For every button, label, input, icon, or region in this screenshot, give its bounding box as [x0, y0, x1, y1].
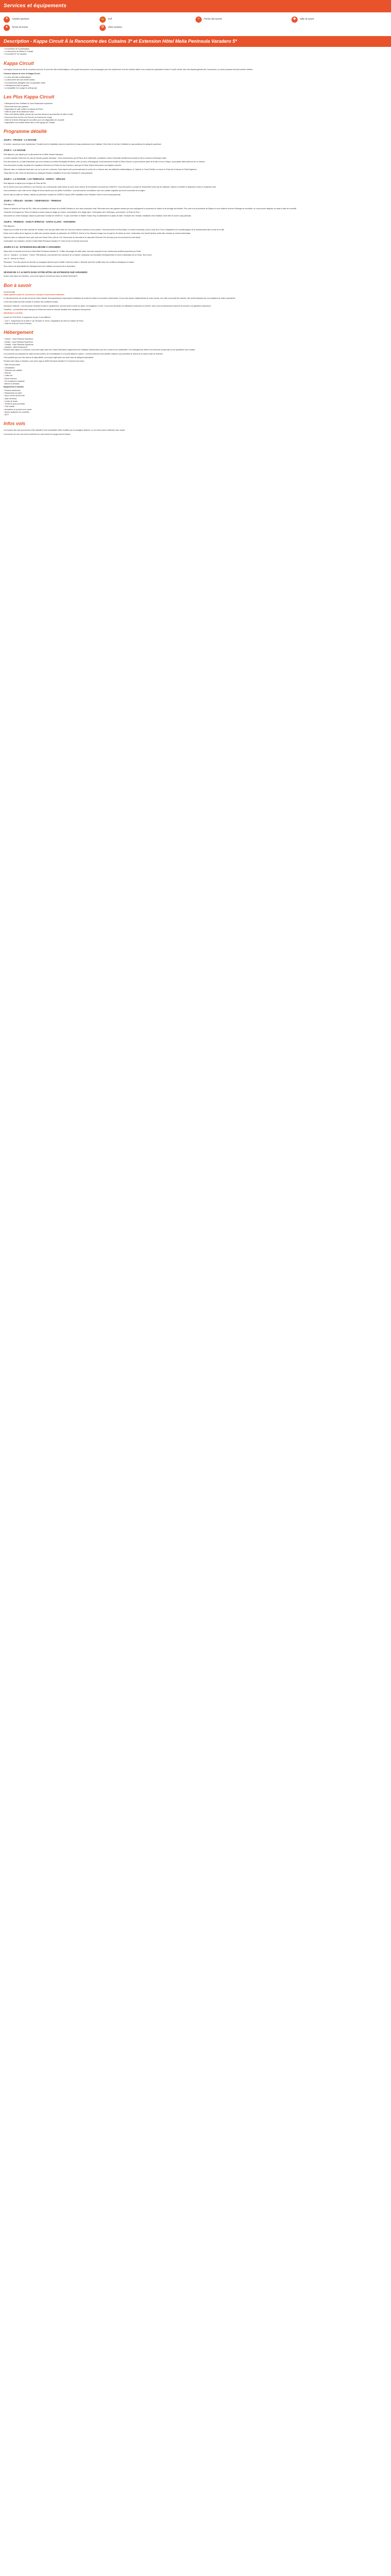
program-day-text: Arrivée dans la vallée de Viñales, classée au patrimoine mondial de l'UNESCO depuis 1999. Installation chez l'habitant. Dîner et nuit en casa particular. — [4, 193, 121, 196]
services-grid — [0, 12, 391, 36]
equipment-title: Équipements & activités — [4, 385, 24, 388]
description-band: Description - Kappa Circuit À la Rencontre des Cubains 3* et Extension Hôtel Melia Peninsula Varadero 5* — [0, 36, 391, 47]
important-notes — [4, 320, 387, 326]
hotel-bullet: • Climatisation — [4, 367, 387, 369]
kappa-title: Kappa Circuit — [4, 60, 34, 66]
lodging-item: • Havane : Casa Particular Supérieure — [4, 338, 387, 341]
good-to-know-paras — [4, 297, 387, 311]
good-to-know-title: Bon à savoir — [4, 282, 32, 288]
lodging-para: Les chambres sont équipées de salles de bain privées, de la climatisation et d'un petit-déjeuner copieux. L'accueil chaleureux des familles cubaines vous permettra de découvrir la culture locale de l'intérieur. — [4, 352, 164, 355]
plus-list — [4, 103, 387, 124]
program-day-heading: JOUR 1 : FRANCE - LA HAVANE — [4, 139, 37, 142]
plus-item: • Découvrez Pinar del Rio à la Finca de la Provincia de Granja — [4, 116, 387, 119]
infos-para: Les horaires des vols sont donnés à titre indicatif et sont susceptibles d'être modifiés par la compagnie aérienne. Le vol retour pourra s'effectuer avec escale. — [4, 429, 125, 432]
equipment-item: • Sports nautiques non motorisés — [4, 411, 387, 414]
program-day-text: Petit déjeuner. — [4, 204, 15, 206]
hotel-bullet: • Salle de bain privée — [4, 364, 387, 366]
good-to-know-para: Assurance médicale : Une assurance médicale incluant le rapatriement, couvrant toute la durée du séjour, est obligatoire à Cuba. Il vous sera demandé une attestation d'assurance à l'arrivée. Nous vous recommandons vivement de souscrire nos garanties d'assurance. — [4, 304, 211, 307]
infos-title: Infos vols — [4, 421, 26, 427]
extension-title: SÉJOUR DE 3 À 14 NUITS DANS VOTRE HÔTEL EN EXTENSION SUR VARADERO — [4, 270, 88, 274]
program-day-text: Petit déjeuner, puis départ pour la découverte de la Vieille Havane historique. — [4, 153, 63, 156]
plus-item: • Visite de la ferme d'élevage de crocodiles, pour une dégustation de crocodile — [4, 119, 387, 122]
service-item — [100, 16, 196, 23]
program-day-text: Découverte du centre historique classé au patrimoine mondial de l'UNESCO : le parc José Martí, le théâtre Tomas Terry, la cathédrale et le palais de Valle. Poursuite vers Trinidad. Installation chez l'habitant. Dîner libre et nuit en casa particular. — [4, 215, 192, 217]
service-label: Golf — [108, 18, 112, 21]
program-day-text: Vous continuerez votre route vers le village de Soroa réputé pour son jardin d'orchidées : vous découvrirez l'orchidarium avec ses variétés originales qui font la renommée de la région. — [4, 190, 145, 192]
kappa-reason: • La tranquillité d'un voyage en petit groupe — [4, 87, 387, 90]
program-day-text: Départ en direction de Pinar del Rio. Visite de la plantation de tabac de la famille Robaina ou d'un autre producteur local. Rencontre avec des paysans cubains qui vous expliqueront le processus de culture et de séchage des feuilles. Puis route vers la péninsule de Zapata où vous visiterez la ferme d'élevage de crocodiles, où vous pourrez déguster un repas à base de crocodile. — [4, 207, 297, 210]
infos-paras — [4, 429, 387, 436]
program-day-text: Petit déjeuner et départ pour la région de Pinar del Rio. — [4, 182, 46, 184]
program-day-text: À l'arrivée, accueil par notre représentant. Transfert privé et installation dans les chambres de casas particulares chez l'habitant. Dîner libre et nuit chez l'habitant en casa particular de catégorie supérieure. — [4, 143, 162, 145]
service-label: Vélos inclusive — [108, 26, 122, 29]
hotel-bullet: • Télévision par satellite — [4, 369, 387, 372]
kappa-reason: • La découverte hors des sentiers battus — [4, 79, 387, 81]
service-label: Activités sportives — [12, 18, 29, 21]
program-title: Programme détaillé — [4, 129, 47, 134]
service-label: Piscine découverte — [204, 18, 222, 21]
lodging-title: Hébergement — [4, 330, 34, 335]
kappa-reason: • L'hébergement haut de gamme — [4, 84, 387, 87]
program-day-heading: JOURS 6 À 10 : EXTENSION BALNÉAIRE À VARADERO — [4, 246, 61, 249]
equipment-item: • Salle de fitness — [4, 398, 387, 400]
important-note: • Jour 3 : Suppression de la visite à 'Las Terrazas' et 'Soroa'. Dégustation de café à la maison de Pedro. — [4, 320, 387, 323]
plus-item: • Hébergement chez l'habitant en Casa Particulares expérience. — [4, 103, 387, 105]
equipment-item: • Wi-Fi — [4, 414, 387, 416]
program-day-text: Petit déjeuner. — [4, 225, 15, 227]
lodging-paras — [4, 349, 387, 359]
service-item — [196, 16, 291, 23]
program-day-text: Continuation vers Varadero. Arrivée à l'hôtel Melia Peninsula Varadero 5*. Dîner et nuit en formule tout inclus. — [4, 240, 89, 242]
description-section — [0, 47, 391, 438]
good-to-know-sub: Circuit exclusif — [4, 291, 15, 293]
program-day-text: Puis découverte de La Calle Empedrado qui vous conduira à la célèbre Bodeguita del Medio, cibre au coeur d'Hemingway. Vous traverserez ensuite la Place d'Armes, la plus ancienne place de la ville et la rue Obispo, la principale artère piétonne de La Havane. — [4, 161, 205, 163]
description-bullets — [4, 48, 387, 56]
kappa-intro: Les Kappa Circuits sont nés de nouveaux horizons. En plus des sites emblématiques, votre guide francophone vous accompagne pour des expériences hors des sentiers battus et au contact des populations locales. En petit comité, avec des départs garantis dès 2 personnes, un circuit proposant des découvertes inédites. — [4, 69, 253, 71]
description-bullet: • Un excellent 5* sur Varadero — [4, 53, 387, 56]
plus-item: • Dîner chez Alfredo Martin, peintre qui vous fera découvrir sa production de toiles et café... — [4, 113, 387, 116]
equipment-item: • Restaurants à la carte — [4, 392, 387, 395]
program-note: Remarque : Pour des raisons de sécurité, la compagnie aérienne peut modifier l'ordre des visites. L'itinéraire peut être modifié selon les conditions climatiques et locales. — [4, 261, 135, 264]
pool-icon: ≈ — [196, 16, 202, 23]
hotel-bullet: • Mini-bar — [4, 372, 387, 375]
service-label: Salle de sports — [300, 18, 314, 21]
important-note: • Visite de la ferme Finca El Paraiso. — [4, 323, 387, 325]
program-day-text: Sur le chemin vous vous arrêterez à Las Terrazas, une communauté rurale nichée au cœur d'une réserve de la biosphère reconnue par l'UNESCO. Vous découvrirez un projet de reboisement mené par les habitants, visiterez la caféière et déjeunerez dans un restaurant local. — [4, 185, 217, 188]
important-label: IMPORTANT À NOTER : — [4, 312, 24, 315]
program-day-text: Traversée de la lagune du Trésor en bateau à moteur jusqu'au village de Guama, reconstitution d'un village taino. Continuation vers Cienfuegos, surnommée « la Perle du Sud ». — [4, 211, 141, 213]
hotel-bullets — [4, 364, 387, 385]
good-to-know-para: Le déroulement de ces circuits est donné à titre indicatif. Nous garantissons cependant la réalisation de toutes les visites et excursions mentionnées. Si pour des raisons indépendantes de notre volonté, une visite ne pouvait être assurée, elle serait remplacée par une prestation de valeur équivalente. — [4, 297, 236, 300]
program-day-heading: JOUR 3 : LA HAVANE - LAS TERRAZAS - SOROA - VIÑALES — [4, 178, 66, 181]
hotel-bullet: • Coffre-fort — [4, 375, 387, 377]
tennis-icon: ● — [4, 25, 10, 31]
program-day-text: Déjeuner dans un restaurant local avec vue sur le port de La Havane. Dans l'après-midi, promenade dans le centre de La Havane avec ses bâtiments emblématiques, le Capitole, le Grand Théâtre ou encore le Prado de la Havane et l'Hôtel Inglaterra. — [4, 168, 197, 171]
program-day-text: Déjeuner dans un restaurant local, puis route vers Santa Clara, ville du Che. Découverte du mémorial et du mausolée d'Ernesto Che Guevara, puis du monument du train blindé. — [4, 236, 141, 239]
good-to-know-guarantee: Départ garanti à partir de 2 personnes et jusqu'à 10 personnes maximum. — [4, 293, 65, 296]
kappa-reason: • Le cœur des sites emblématiques — [4, 76, 387, 79]
equipment-item: • Spa & centre de bien-être — [4, 395, 387, 397]
hotel-bullet: • Sèche-cheveux — [4, 378, 387, 380]
service-item — [100, 25, 196, 31]
golf-icon: ⛳ — [100, 16, 106, 23]
dumbbell-icon: ✦ — [4, 16, 10, 23]
services-band: Services et équipements — [0, 0, 391, 12]
program-note: Sous réserve de disponibilité des hébergements chez l'habitant au moment de la réservation. — [4, 265, 76, 267]
lodging-item: • Varadero : Melia Peninsula 5* — [4, 346, 387, 349]
service-label: Tennis de terrain — [12, 26, 28, 29]
program-day-text: Route vers la vallée de los Ingenios, la vallée des sucreries classée au patrimoine de l'UNESCO. Arrêt à la Tour Manaca Iznaga, tour de guet de 45 mètres de haut. Continuation vers Sancti Spiritus, petite ville coloniale au charme authentique. — [4, 232, 191, 235]
service-item — [4, 16, 100, 23]
kappa-subtitle: 5 bonnes raisons de vivre un Kappa Circuit : — [4, 72, 41, 75]
plus-item: • Visite du lycée de la habana de Varau — [4, 111, 387, 113]
service-item — [291, 16, 387, 23]
lodging-para: Il est possible que pour des raisons de disponibilité, vous soyez logés dans une autre casa de catégorie équivalente. — [4, 356, 94, 359]
program-day-heading: JOUR 4 : VIÑALES - GUAMA - CIENFUEGOS - TRINIDAD — [4, 199, 61, 202]
equipment-list — [4, 389, 387, 417]
extension-text: Durant votre séjour sur Varadero, vous serez logés en formule tout inclus au Melia Peninsula 5*. — [4, 275, 78, 278]
gym-icon: ◆ — [291, 16, 298, 23]
equipment-item: • Animations en journée et en soirée — [4, 409, 387, 411]
program-day-text: Séjour libre en formule tout inclus à l'hôtel Melia Peninsula Varadero 5*. Profitez des plages de sable blanc, des eaux turquoise et des nombreuses activités proposées par l'hôtel. — [4, 250, 141, 252]
plus-title: Les Plus Kappa Circuit — [4, 94, 55, 100]
good-to-know-para: L'ordre des visites peut être modifié en fonction des conditions locales. — [4, 301, 59, 303]
hotel-intro: Pendant votre séjour à Varadero, vous serez logé au Melia Peninsula Varadero 5* en formule tout inclus. — [4, 360, 85, 363]
important-text: À partir du 01/11/2024, le programme de jour 3 sera différent. — [4, 316, 51, 318]
lodging-item: • Viñales : Casa Particular Supérieure — [4, 341, 387, 344]
program-day-text: Vous découvrirez le patio du palais des Capitaines Généraux et la Place de San Francisco, ainsi que la Place Vieja et découvrirez ses façades colorées. — [4, 164, 122, 167]
program-day-text: Jour 12 : Arrivée en France. — [4, 258, 25, 260]
equipment-item: • Terrain de golf à proximité — [4, 403, 387, 405]
description-bullet: • Un maximum de 10 participants — [4, 48, 387, 50]
program-notes — [4, 261, 387, 268]
equipment-item: • Piscines extérieures — [4, 389, 387, 392]
plus-item: • Rencontres avec des paysans — [4, 106, 387, 108]
infos-para: Les horaires de vols vous seront confirmés sur votre carnet de voyage avant le départ. — [4, 433, 71, 435]
program-day-text: Jour 11 : Varadero - La Havane - France. Petit déjeuner, puis transfert vers l'aéroport de La Havane. Assistance aux formalités d'enregistrement et envol à destination de la France. Nuit à bord. — [4, 253, 152, 256]
program-days — [4, 139, 387, 260]
plus-item: • Dégustation de café cubain à la maison de Pedro. — [4, 108, 387, 111]
kappa-reasons — [4, 76, 387, 90]
plus-item: • Dégustation d'un cocktail cubain dans un bar typique de Trinidad — [4, 122, 387, 124]
bike-icon: ⚙ — [100, 25, 106, 31]
lodging-item: • Trinidad : Casa Particular Supérieure — [4, 344, 387, 346]
equipment-item: • Courts de tennis — [4, 400, 387, 403]
kappa-reason: • Les expériences partagées avec la population locale — [4, 82, 387, 84]
lodging-list — [4, 338, 387, 349]
hotel-bullet: • Balcon ou terrasse — [4, 383, 387, 385]
program-day-text: Départ pour la visite de la ville coloniale de Trinidad, l'une des plus belles villes de Cuba aux maisons colorées et rues pavées. Vous découvrirez la Plaza Mayor, le musée romantique, puis la Casa de la Trova. Dégustation d'un cocktail typique de la canchánchara dans un bar de la ville. — [4, 229, 225, 231]
description-bullet: • La découverte de Viñales et Trinidad — [4, 50, 387, 53]
lodging-para: Pendant votre séjour à La Havane, vous serez logés dans des Casas Particulares (logements chez l'habitant) sélectionnées pour leur confort et leur authenticité. Ces hébergements offrent une immersion unique dans la vie quotidienne des Cubains. — [4, 349, 196, 351]
program-day-heading: JOUR 5 : TRINIDAD - SANCTI SPIRITUS - SANTA CLARA - VARADERO — [4, 221, 76, 224]
good-to-know-para: Transferts : Les transferts entre l'aéroport et l'hôtel sont inclus en autocar climatisé avec assistance francophone. — [4, 309, 91, 311]
equipment-item: • Club enfants — [4, 405, 387, 408]
program-day-text: La visite culturelle s'étend sur les rues de l'ancien quartier historique : Vous commencerez par la Place de la Cathédrale, considérée comme l'ensemble architectural colonial le mieux conservé d'Amérique Latine. — [4, 157, 167, 159]
service-item — [4, 25, 100, 31]
program-day-text: Temps libre en ville. Dîner de bienvenue au restaurant Paladar. Installation et nuit chez l'habitant en casa particular. — [4, 172, 93, 174]
program-day-heading: JOUR 2 : LA HAVANE — [4, 149, 26, 152]
hotel-bullet: • Fer et planche à repasser — [4, 380, 387, 383]
